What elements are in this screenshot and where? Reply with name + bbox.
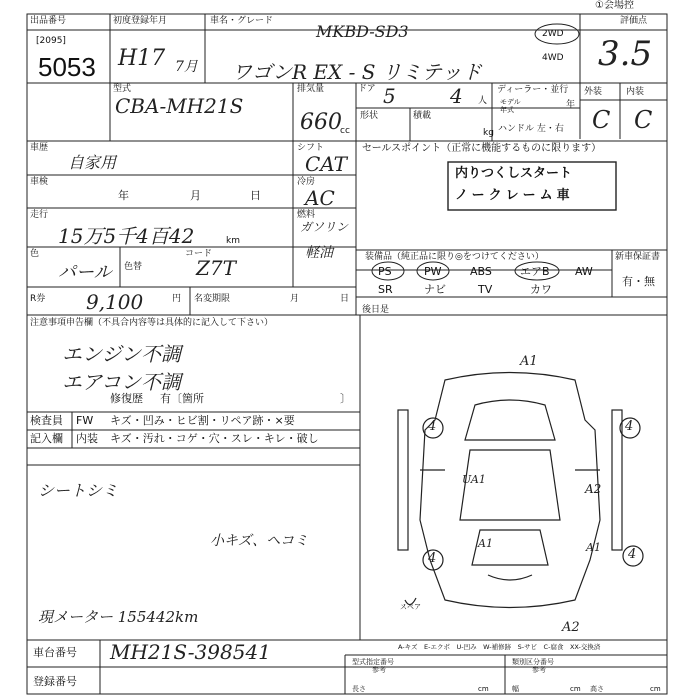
car-name: ワゴンR EX - S リミテッド: [232, 60, 482, 84]
recycle-label: R券: [30, 294, 46, 304]
type-spec-ref: 参考: [372, 666, 386, 674]
shift-label: シフト: [297, 143, 325, 153]
reg-label: 初度登録年月: [113, 16, 168, 26]
usage-value: 自家用: [68, 153, 117, 172]
mark-fr-tire: 4: [625, 419, 634, 434]
rear-entry-label: 後日是: [362, 305, 390, 315]
inspection-day: 日: [250, 189, 261, 202]
registration-label: 登録番号: [33, 675, 77, 688]
mark-fl-tire: 4: [428, 419, 437, 434]
length-label: 長さ: [352, 685, 366, 693]
handle-label: ハンドル 左・右: [498, 124, 564, 134]
equip-navi: ナビ: [424, 283, 446, 296]
warranty-value: 有・無: [622, 275, 655, 288]
lot-label: 出品番号: [30, 16, 67, 26]
score-value: 3.5: [598, 34, 653, 74]
load-label: 積載: [413, 111, 432, 121]
inner-label: 内装: [76, 432, 98, 445]
cooling-value: AC: [305, 186, 335, 210]
inner-items: キズ・汚れ・コゲ・穴・スレ・キレ・破し: [110, 432, 319, 445]
interior-label: 内装: [626, 87, 645, 97]
model-year-b: 年式: [500, 106, 514, 114]
height-unit: cm: [650, 685, 661, 693]
checker-label: 検査員: [30, 414, 63, 427]
color-code-value: Z7T: [196, 256, 236, 280]
width-unit: cm: [570, 685, 581, 693]
meter-note: 現メーター 155442km: [38, 608, 199, 626]
color-code-label: 色替: [124, 262, 143, 272]
scratch-note: 小キズ、ヘコミ: [210, 533, 309, 549]
repair-value: 有〔箇所: [160, 392, 204, 405]
mark-right-door: A2: [585, 482, 602, 496]
lot-number: 5053: [38, 52, 96, 82]
lot-small: [2095]: [36, 36, 66, 46]
sales-label: セールスポイント（正常に機能するものに限ります）: [362, 143, 602, 154]
width-label: 幅: [512, 685, 519, 693]
type-spec-label: 型式指定番号: [352, 658, 394, 666]
inspection-month: 月: [190, 189, 201, 202]
repair-end: 〕: [340, 392, 351, 405]
seat-note: シートシミ: [38, 481, 119, 500]
warranty-label: 新車保証書: [615, 252, 661, 262]
cc-label: cc: [340, 126, 350, 136]
sales-line1: 内りつくしスタート: [455, 166, 573, 181]
name-change-day: 日: [340, 294, 350, 304]
displacement-value: 660: [300, 110, 342, 135]
chassis-label: 車台番号: [33, 646, 77, 659]
mark-right-rear: A1: [586, 541, 601, 554]
fuel-label: 燃料: [297, 210, 316, 220]
dealer-label: ディーラー・並行: [497, 85, 569, 95]
int-grade: C: [634, 106, 653, 134]
reg-year: H17: [118, 46, 166, 71]
year-label: 年: [566, 100, 576, 110]
fuel-2: 軽油: [305, 245, 333, 261]
notes-1: エンジン不調: [62, 342, 181, 366]
entry-label: 記入欄: [30, 432, 63, 445]
equip-pw: PW: [424, 265, 442, 278]
exterior-label: 外装: [584, 87, 603, 97]
model-label: 型式: [113, 84, 132, 94]
fw-items: キズ・凹み・ヒビ割・リペア跡・×要: [110, 414, 295, 427]
inspection-year: 年: [118, 189, 129, 202]
category-label: 類別区分番号: [512, 658, 554, 666]
category-ref: 参考: [532, 666, 546, 674]
cooling-label: 冷房: [297, 177, 316, 187]
code-label: コード: [185, 249, 213, 259]
equip-label: 装備品（純正品に限り◎をつけてください）: [365, 252, 544, 262]
name-label: 車名・グレード: [210, 16, 274, 26]
yen-label: 円: [172, 294, 182, 304]
mark-front: A1: [520, 354, 538, 369]
mark-left-door: UA1: [462, 473, 486, 486]
inspection-label: 車検: [30, 177, 49, 187]
km-label: km: [226, 236, 240, 246]
seats-value: 4: [450, 84, 463, 108]
reg-month: 7月: [175, 59, 198, 75]
model-code: CBA-MH21S: [115, 94, 244, 118]
equip-ps: PS: [378, 265, 392, 278]
ext-grade: C: [592, 106, 611, 134]
equip-tv: TV: [478, 283, 493, 296]
mark-rear: A2: [562, 620, 580, 635]
door-label: ドア: [358, 84, 376, 94]
score-label: 評価点: [620, 16, 648, 26]
mark-spare: スペア: [400, 603, 421, 611]
mileage-label: 走行: [30, 210, 49, 220]
kg-label: kg: [483, 128, 494, 138]
notes-2: エアコン不調: [62, 370, 181, 394]
venue-label: ①会場控: [595, 0, 634, 11]
equip-sr: SR: [378, 283, 393, 296]
drive-4wd: 4WD: [542, 53, 564, 63]
color-value: パール: [58, 262, 112, 283]
color-label: 色: [30, 249, 40, 259]
seats-unit: 人: [478, 96, 488, 106]
drive-2wd: 2WD: [542, 29, 564, 39]
fuel-1: ガソリン: [300, 220, 349, 234]
legend: A-キズ E-エクボ U-凹み W-補修跡 S-サビ C-腐食 XX-交換済: [398, 643, 601, 651]
sales-line2: ノークレーム車: [455, 188, 574, 203]
grade-code: MKBD-SD3: [316, 22, 409, 41]
shift-value: CAT: [305, 152, 347, 176]
mileage-value: 15万5千4百42: [58, 224, 195, 248]
shape-label: 形状: [360, 111, 379, 121]
equip-abs: ABS: [470, 265, 492, 278]
height-label: 高さ: [590, 685, 604, 693]
equip-leather: カワ: [530, 283, 552, 296]
usage-label: 車歴: [30, 143, 49, 153]
displacement-label: 排気量: [297, 84, 325, 94]
chassis-value: MH21S-398541: [110, 640, 271, 664]
equip-airbag: エアB: [520, 265, 550, 278]
recycle-value: 9,100: [86, 290, 144, 314]
equip-aw: AW: [575, 265, 593, 278]
fw-label: FW: [76, 414, 94, 427]
length-unit: cm: [478, 685, 489, 693]
mark-rl-tire: 4: [428, 551, 437, 566]
name-change-label: 名変期限: [194, 294, 231, 304]
mark-left-rear: A1: [478, 537, 493, 550]
notes-label: 注意事項申告欄（不具合内容等は具体的に記入して下さい）: [30, 318, 274, 328]
doors-value: 5: [383, 84, 396, 108]
name-change-month: 月: [290, 294, 300, 304]
mark-rr-tire: 4: [628, 547, 637, 562]
repair-label: 修復歴: [110, 392, 143, 405]
model-year-a: モデル: [500, 98, 521, 106]
